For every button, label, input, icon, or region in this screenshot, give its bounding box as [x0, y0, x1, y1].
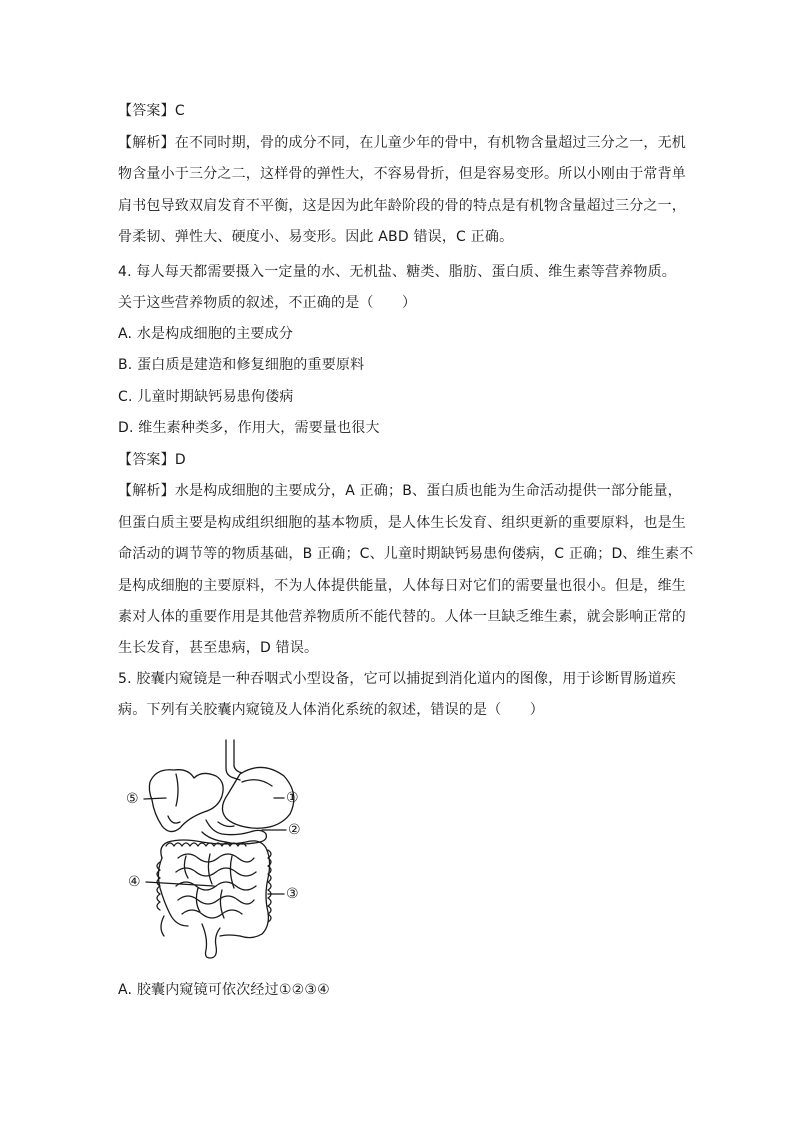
digestive-system-diagram	[122, 738, 322, 960]
answer-value: D	[174, 452, 186, 468]
q4-stem-line-1: 4. 每人每天都需要摄入一定量的水、无机盐、糖类、脂肪、蛋白质、维生素等营养物质。	[118, 264, 677, 280]
q4-analysis-line-6: 生长发育，甚至患病，D 错误。	[118, 640, 319, 656]
diagram-label-3: ③	[286, 886, 299, 902]
diagram-label-5: ⑤	[126, 791, 139, 807]
analysis-tag: 【解析】	[118, 483, 175, 499]
q4-stem-line-2: 关于这些营养物质的叙述，不正确的是（ ）	[118, 295, 417, 311]
q4-analysis-line-5: 素对人体的重要作用是其他营养物质所不能代替的。人体一旦缺乏维生素，就会影响正常的	[118, 609, 686, 625]
q4-answer	[118, 450, 186, 470]
analysis-tag: 【解析】	[118, 135, 175, 151]
q3-answer	[118, 101, 185, 121]
q3-analysis-line-2: 物含量小于三分之二，这样骨的弹性大，不容易骨折，但是容易变形。所以小刚由于常背单	[118, 166, 686, 182]
q4-option-c: C. 儿童时期缺钙易患佝偻病	[118, 389, 294, 405]
q5-option-a: A. 胶囊内窥镜可依次经过①②③④	[118, 982, 330, 998]
q3-analysis-line-4: 骨柔韧、弹性大、硬度小、易变形。因此 ABD 错误，C 正确。	[118, 229, 514, 245]
diagram-label-1: ①	[286, 790, 299, 806]
q4-analysis-line-4: 是构成细胞的主要原料，不为人体提供能量，人体每日对它们的需要量也很小。但是，维生	[118, 578, 686, 594]
answer-tag: 【答案】	[118, 452, 175, 468]
q4-analysis-line-1	[118, 481, 682, 501]
q4-analysis-line-2: 但蛋白质主要是构成组织细胞的基本物质，是人体生长发育、组织更新的重要原料，也是生	[118, 515, 686, 531]
q5-stem-line-1: 5. 胶囊内窥镜是一种吞咽式小型设备，它可以捕捉到消化道内的图像，用于诊断胃肠道疾	[118, 671, 677, 687]
analysis-text: 水是构成细胞的主要成分，A 正确；B、蛋白质也能为生命活动提供一部分能量，	[174, 483, 682, 499]
diagram-label-4: ④	[128, 874, 141, 890]
q4-analysis-line-3: 命活动的调节等的物质基础，B 正确；C、儿童时期缺钙易患佝偻病，C 正确；D、维生素不	[118, 546, 694, 562]
answer-tag: 【答案】	[118, 103, 175, 119]
q5-stem-line-2: 病。下列有关胶囊内窥镜及人体消化系统的叙述，错误的是（ ）	[118, 702, 544, 718]
q3-analysis-line-1	[118, 133, 686, 153]
diagram-label-2: ②	[288, 822, 301, 838]
q4-option-a: A. 水是构成细胞的主要成分	[118, 326, 294, 342]
analysis-text: 在不同时期，骨的成分不同，在儿童少年的骨中，有机物含量超过三分之一，无机	[174, 135, 687, 151]
q4-option-d: D. 维生素种类多，作用大，需要量也很大	[118, 420, 380, 436]
answer-value: C	[174, 103, 185, 119]
q4-option-b: B. 蛋白质是建造和修复细胞的重要原料	[118, 357, 365, 373]
digestive-system-illustration	[122, 738, 322, 960]
q3-analysis-line-3: 肩书包导致双肩发育不平衡，这是因为此年龄阶段的骨的特点是有机物含量超过三分之一，	[118, 198, 686, 214]
